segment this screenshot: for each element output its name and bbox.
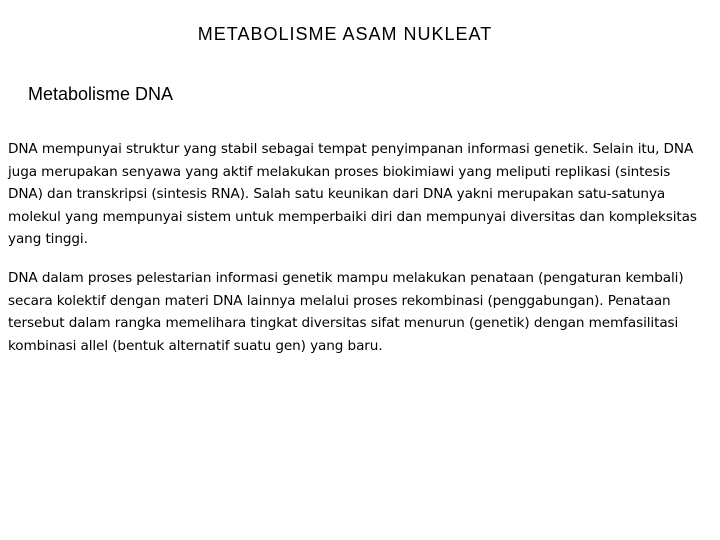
page-title: METABOLISME ASAM NUKLEAT: [197, 24, 493, 44]
body-paragraph-1: DNA mempunyai struktur yang stabil sebagai tempat penyimpanan informasi genetik. Selain itu, DNA juga merupakan senyawa yang aktif melakukan proses biokimiawi yang meliputi replikasi (sintesis DNA) dan transkripsi (sintesis RNA). Salah satu keunikan dari DNA yakni merupakan satu-satunya molekul yang mempunyai sistem untuk memperbaiki diri dan mempunyai diversitas dan kompleksitas yang tinggi.: [8, 141, 697, 247]
section-heading: Metabolisme DNA: [28, 84, 174, 104]
body-paragraph-2: DNA dalam proses pelestarian informasi genetik mampu melakukan penataan (pengaturan kembali) secara kolektif dengan materi DNA lainnya melalui proses rekombinasi (penggabungan). Penataan tersebut dalam rangka memelihara tingkat diversitas sifat menurun (genetik) dengan memfasilitasi kombinasi allel (bentuk alternatif suatu gen) yang baru.: [8, 270, 684, 354]
